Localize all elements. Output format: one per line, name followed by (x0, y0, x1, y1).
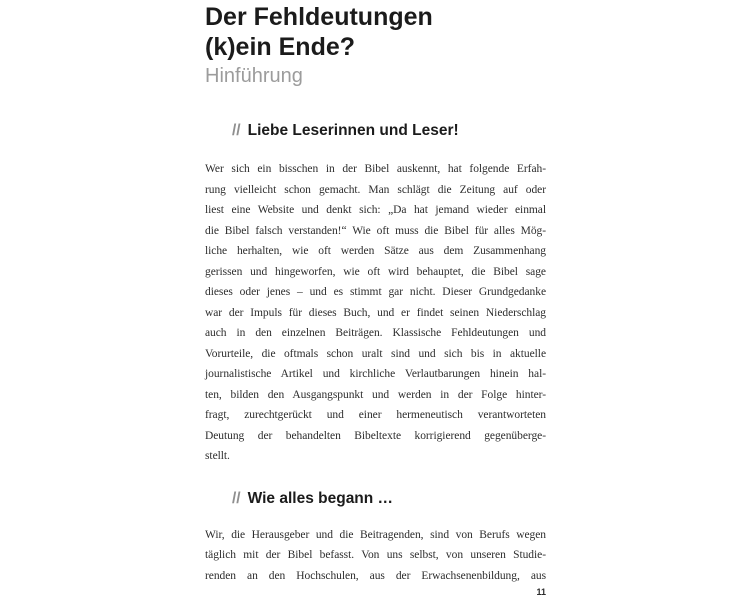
body-text-line: dieses oder jenes – und es stimmt gar nicht. Dieser Grundgedanke (205, 286, 546, 298)
chapter-title-line-2: (k)ein Ende? (205, 33, 356, 61)
body-text-line: Wer sich ein bisschen in der Bibel auskennt, hat folgende Erfah- (205, 163, 546, 175)
body-text-line: liche herhalten, wie oft werden Sätze aus dem Zusammenhang (205, 245, 546, 257)
body-text-line: die Bibel falsch verstanden!“ Wie oft muss die Bibel für alles Mög- (205, 224, 546, 237)
body-text-line: journalistische Artikel und kirchliche Verlautbarungen hinein hal- (205, 368, 546, 380)
body-text-line: rung vielleicht schon gemacht. Man schlägt die Zeitung auf oder (205, 183, 546, 196)
body-text-line: fragt, zurechtgerückt und einer hermeneutisch verantworteten (205, 409, 546, 421)
body-text-line: Wir, die Herausgeber und die Beitragenden, sind von Berufs wegen (205, 528, 546, 541)
body-text-line: war der Impuls für dieses Buch, und er findet seinen Niederschlag (205, 306, 546, 319)
body-text-line: stellt. (205, 450, 230, 462)
body-text-line: renden an den Hochschulen, aus der Erwachsenenbildung, aus (205, 569, 546, 582)
body-text-line: Vorurteile, die oftmals schon uralt sind und sich bis in aktuelle (205, 347, 546, 360)
page-content (205, 0, 546, 586)
page-number: 11 (536, 587, 546, 597)
paragraph-1 (205, 159, 546, 467)
section-heading-1 (205, 121, 546, 140)
body-text-line: Deutung der behandelten Bibeltexte korrigierend gegenüberge- (205, 429, 546, 442)
section-heading-text: Wie alles begann … (247, 489, 394, 507)
body-text-line: täglich mit der Bibel befasst. Von uns selbst, von unseren Studie- (205, 549, 546, 561)
section-heading-text: Liebe Leserinnen und Leser! (247, 122, 459, 139)
body-text-line: gerissen und hingeworfen, wie oft wird behauptet, die Bibel sage (205, 265, 546, 278)
section-marker-icon: // (232, 489, 241, 507)
chapter-subtitle: Hinführung (205, 65, 303, 87)
section-marker-icon: // (232, 122, 241, 139)
body-text-line: liest eine Website und denkt sich: „Da hat jemand wieder einmal (205, 204, 546, 216)
section-heading-2 (205, 489, 546, 508)
chapter-title (205, 0, 546, 62)
body-text-line: auch in den einzelnen Beiträgen. Klassische Fehldeutungen und (205, 327, 546, 339)
paragraph-2 (205, 525, 546, 587)
chapter-title-line-1: Der Fehldeutungen (205, 3, 433, 31)
body-text-line: ten, bilden den Ausgangspunkt und werden in der Folge hinter- (205, 388, 546, 401)
